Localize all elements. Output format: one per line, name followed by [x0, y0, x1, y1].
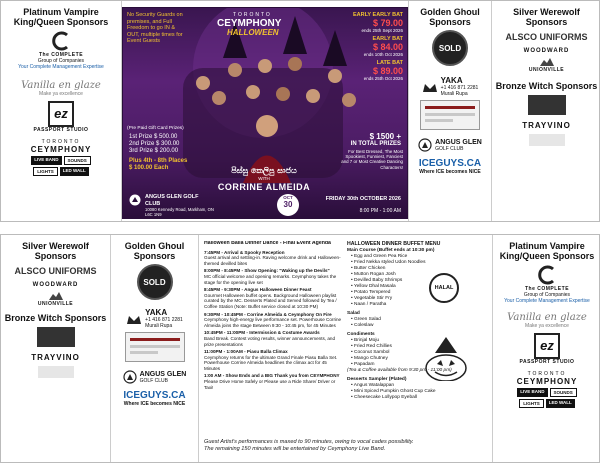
agenda-item: 8:00PM - 8:45PM - Show Opening: "Waking up the Devils" MC official welcome and opening remarks. Ceymphony takes the stage for the opening live set: [204, 268, 337, 285]
unionville-logo-2: UNIONVILLE: [37, 301, 74, 307]
yaka-phone: +1 416 871 2281: [440, 85, 479, 91]
bronze-sponsor-image-2: [37, 327, 75, 347]
angus-logo-icon: [129, 194, 141, 206]
halal-badge: HALAL: [429, 273, 459, 303]
sold-badge-2: SOLD: [137, 264, 173, 300]
golden-sponsors-column: [408, 1, 492, 221]
dessert-head: Desserts Sampler (Plated): [347, 377, 407, 382]
golden-title: Golden Ghoul Sponsors: [420, 7, 480, 27]
sold-badge: SOLD: [432, 30, 468, 66]
trayvino-logo: TRAYVINO: [522, 121, 571, 130]
ceymphony-services-4: [493, 399, 600, 408]
lights-tag: LIGHTS: [33, 167, 58, 176]
yaka-name: YAKA: [440, 76, 463, 85]
yaka-phone-2: +1 416 871 2281: [145, 317, 183, 323]
performance-note: [204, 439, 494, 453]
buffet-menu: [347, 241, 487, 437]
werewolf-title-2: Silver Werewolf Sponsors: [22, 241, 89, 261]
corrine-name: CORRINE ALMEIDA: [217, 182, 311, 192]
menu-item: • Brinjal Moju: [351, 338, 380, 343]
menu-title: HALLOWEEN DINNER BUFFET MENU: [347, 241, 441, 247]
main-course-head: Main Course (Buffet ends at 10:30 pm): [347, 248, 435, 253]
angus-block-2: [111, 370, 198, 384]
vanilla-tag: Make ya excellence: [39, 91, 83, 97]
complete-sub: Group of Companies: [37, 58, 85, 64]
ledwall-tag-2: LED WALL: [546, 399, 575, 408]
business-card: [420, 100, 480, 130]
ez-logo-icon: ez: [48, 101, 74, 127]
event-time: 8:00 PM - 1:00 AM: [359, 208, 401, 214]
bronze-card: [529, 134, 565, 146]
complete-tag: Your Complete Management Expertise: [18, 64, 104, 70]
poster-ceymphony: CEYMPHONY: [217, 18, 282, 29]
ez-logo-icon-2: ez: [534, 333, 560, 359]
complete-sub-2: Group of Companies: [523, 292, 571, 298]
agenda-item: 11:00PM - 1:00AM - Piasu Balla Climax Ceymphony returns for the ultimate Grand Finale Piasu Balla Set. Powerhouse Corrine Almeida headlines the climax act for 45 Minutes: [204, 349, 338, 371]
golden-sponsors-column-2: [111, 235, 199, 462]
date-badge-month: OCT: [283, 195, 293, 200]
unionville-logo: UNIONVILLE: [528, 67, 565, 73]
prize-2: 2nd Prize $ 300.00: [129, 141, 180, 147]
vanilla-logo-2: Vanilla en glaze: [507, 312, 587, 323]
menu-item: • Egg and Green Pea Rice: [351, 254, 408, 259]
menu-item: • Green Salad: [351, 317, 381, 322]
menu-item: • Coconut Sambol: [351, 350, 390, 355]
yaka-block: [409, 76, 491, 97]
angus-name-2: ANGUS GLEN: [139, 370, 187, 378]
prize-plus-amount: $ 100.00 Each: [129, 165, 169, 171]
note-line-1: Guest Artist's performances is maxed to 90 minutes, owing to vocal cades possibility.: [204, 439, 414, 445]
late-end: ends 25th Oct 2026: [363, 76, 403, 81]
complete-name: The COMPLETE: [38, 52, 84, 58]
bronze-title: Bronze Witch Sponsors: [495, 81, 598, 91]
bottom-flyer: [0, 234, 600, 463]
top-flyer: [0, 0, 600, 222]
vanilla-logo: Vanilla en glaze: [21, 80, 101, 91]
platinum-sponsors-column-2: [492, 235, 600, 462]
iceguys-tag: Where ICE becomes NICE: [419, 169, 481, 175]
early1-end: ends 25th Sept 2026: [361, 28, 403, 33]
bronze-card-2: [38, 366, 74, 378]
menu-item: • Cheesecake Lollypop Eyeball: [351, 395, 417, 400]
agenda-item: 9:30PM - 10:45PM - Corrine Almeida & Ceymphony On Fire Ceymphony high-energy live performance set. Powerhouse Corrine Almeida joins the stage Between 9:30 - 10:45 pm, for 45 Minutes: [204, 311, 342, 328]
venue-name: ANGUS GLEN GOLF CLUB: [145, 194, 199, 207]
early2-label: EARLY BAT: [372, 36, 403, 42]
yaka-name-2: YAKA: [145, 308, 168, 317]
ez-label-2: PASSPORT STUDIO: [519, 359, 575, 365]
prize-head: (Pre Paid Gift Card Prizes): [127, 126, 184, 131]
angus-glen-icon-2: [123, 370, 137, 384]
bronze-sponsor-image: [528, 95, 566, 115]
menu-item: • Butter Chicken: [351, 266, 386, 271]
werewolf-sponsors-column-2: [1, 235, 111, 462]
complete-name-2: The COMPLETE: [524, 286, 570, 292]
platinum-title: Platinum Vampire King/Queen Sponsors: [13, 7, 109, 27]
menu-item: • Mini Spiced Pumpkin Ghost Cup Cake: [351, 389, 436, 394]
unionville-icon: [539, 57, 555, 67]
menu-item: • Fried Nekka styled Udon Noodles: [351, 260, 426, 265]
yaka-crown-icon: [422, 81, 438, 93]
sounds-tag: SOUNDS: [64, 156, 91, 165]
prize-1: 1st Prize $ 500.00: [129, 134, 178, 140]
agenda-item: 7:45PM - Arrival & Spooky Reception Guest arrival and settling-in. Raving welcome drink and Halloween-themed devilled bites: [204, 249, 341, 266]
woodward-logo: WOODWARD: [523, 48, 570, 54]
agenda-item: 8:45PM - 9:30PM - Angus Halloween Dinner Feast Gourmet Halloween buffet opens. Background Halloween playlist curated by the MC. Desserts Plated and Served followed by Tea / Coffee Station (Note: Buffet service closed at 10:30 PM): [204, 287, 337, 309]
complete-logo-icon-2: [536, 264, 558, 286]
early2-price: $ 84.00: [372, 42, 403, 52]
poster-halloween: HALLOWEEN: [227, 28, 279, 37]
angus-block: [409, 138, 491, 152]
ceymphony-services: [1, 156, 121, 165]
live-band-tag-2: LIVE BAND: [517, 388, 547, 397]
halloween-poster: [122, 7, 408, 219]
total-prize: $ 1500 +: [369, 132, 401, 141]
event-agenda: [204, 241, 342, 437]
angus-name: ANGUS GLEN: [435, 138, 482, 146]
ceymphony-toronto-2: TORONTO: [527, 371, 567, 377]
trayvino-logo-2: TRAYVINO: [31, 353, 80, 362]
total-prize-sub: IN TOTAL PRIZES: [350, 141, 401, 147]
poster-toronto: TORONTO: [233, 12, 272, 18]
venue-address: 10080 Kennedy Road, Markham, ON L6C 1N9: [145, 207, 214, 217]
yaka-person: Murali Rupa: [440, 91, 468, 97]
date-badge: [277, 194, 299, 216]
angus-sub-2: GOLF CLUB: [139, 377, 168, 384]
ceymphony-toronto: TORONTO: [41, 139, 81, 145]
prize-plus: Plus 4th - 8th Places: [129, 158, 188, 164]
ceymphony-logo: CEYMPHONY: [30, 145, 92, 154]
early1-price: $ 79.00: [372, 18, 403, 28]
platinum-sponsors-column: [1, 1, 122, 221]
yaka-person-2: Murali Rupa: [145, 323, 173, 329]
menu-item: • Papadam: [351, 362, 375, 367]
dessert-list: [347, 383, 487, 401]
menu-item: • Mutton Rogan Josh: [351, 272, 396, 277]
agenda-item: 10:45PM - 11:00PM - Intermission & Costume Awards Band Break. Contest voting results, winner announcements, and prize presentations: [204, 330, 335, 347]
iceguys-tag-2: Where ICE becomes NICE: [123, 401, 186, 407]
lights-tag-2: LIGHTS: [519, 399, 544, 408]
late-label: LATE BAT: [376, 60, 403, 66]
salad-head: Salad: [347, 311, 360, 316]
main-course-list: [347, 254, 487, 308]
sinhala-title: පිස්සු කෙලිපු සාජය: [231, 166, 297, 175]
complete-tag-2: Your Complete Management Expertise: [504, 298, 590, 304]
menu-item: • Angus Watalappan: [351, 383, 395, 388]
menu-item: • Naan / Paratha: [351, 302, 387, 307]
unionville-icon-2: [48, 291, 64, 301]
iceguys-logo: ICEGUYS.CA: [418, 158, 482, 169]
angus-glen-icon: [418, 138, 432, 152]
alsco-logo-2: ALSCO UNIFORMS: [14, 266, 97, 276]
late-price: $ 89.00: [372, 66, 403, 76]
ledwall-tag: LED WALL: [60, 167, 89, 176]
yaka-block-2: [111, 308, 198, 329]
with-label: WITH: [258, 176, 270, 181]
golden-title-2: Golden Ghoul Sponsors: [124, 241, 185, 261]
menu-item: • Potato Tempered: [351, 290, 391, 295]
ceymphony-services-2: [1, 167, 121, 176]
menu-item: • Fried Red Chillies: [351, 344, 392, 349]
iceguys-logo-2: ICEGUYS.CA: [123, 390, 186, 401]
menu-item: • Devilled Baby Shrimps: [351, 278, 403, 283]
bronze-title-2: Bronze Witch Sponsors: [4, 313, 107, 323]
woodward-logo-2: WOODWARD: [32, 282, 79, 288]
sounds-tag-2: SOUNDS: [550, 388, 577, 397]
prize-3: 3rd Prize $ 200.00: [129, 148, 179, 154]
event-date: FRIDAY 30th OCTOBER 2026: [325, 196, 401, 202]
ceymphony-logo-2: CEYMPHONY: [516, 377, 578, 386]
date-badge-day: 30: [283, 200, 293, 209]
yaka-crown-icon-2: [126, 313, 142, 325]
werewolf-title: Silver Werewolf Sponsors: [513, 7, 580, 27]
menu-item: • Vegetable Stir Fry: [351, 296, 393, 301]
live-band-tag: LIVE BAND: [31, 156, 61, 165]
werewolf-sponsors-column: [492, 1, 600, 221]
platinum-title-2: Platinum Vampire King/Queen Sponsors: [499, 241, 595, 261]
menu-item: • Mango Chutney: [351, 356, 388, 361]
complete-logo-icon: [50, 30, 72, 52]
ceymphony-services-3: [493, 388, 600, 397]
vanilla-tag-2: Make ya excellence: [525, 323, 569, 329]
ez-label: PASSPORT STUDIO: [33, 127, 89, 133]
pumpkin-icon: [423, 337, 469, 381]
salad-list: [347, 317, 487, 329]
early1-label: EARLY EARLY BAT: [352, 12, 403, 18]
total-prize-desc: For Best Dressed, The Most Spookiest, Funniest, Fanciest and 7 or Most Creative Dancing Characters!: [341, 149, 403, 170]
agenda-title: Halloween Balla Dinner Dance - Final Event Agenda: [204, 241, 331, 246]
menu-item: • Coleslaw: [351, 323, 374, 328]
agenda-item: 1:00 AM - Show Ends and a BIG Thank you from CEYMPHONY Please Drive Home Safely or Please use a Ride Share/ Driver or Taxi!: [204, 373, 340, 390]
condiments-head: Condiments: [347, 332, 375, 337]
angus-sub: GOLF CLUB: [435, 145, 464, 152]
business-card-2: [125, 332, 185, 362]
alsco-logo: ALSCO UNIFORMS: [505, 32, 588, 42]
tea-note: (Tea & Coffee available from 9:30 pm - 11:00 pm): [347, 368, 452, 373]
menu-item: • Yellow Dhal Masala: [351, 284, 396, 289]
note-line-2: The remaining 150 minutes will be entertained by Ceymphony Live Band.: [204, 446, 386, 452]
early2-end: ends 10th Oct 2026: [363, 52, 403, 57]
no-guards-note: No Security Guards on premises, and Full Freedom to go IN & OUT, multiple times for Event Guests: [127, 12, 183, 44]
